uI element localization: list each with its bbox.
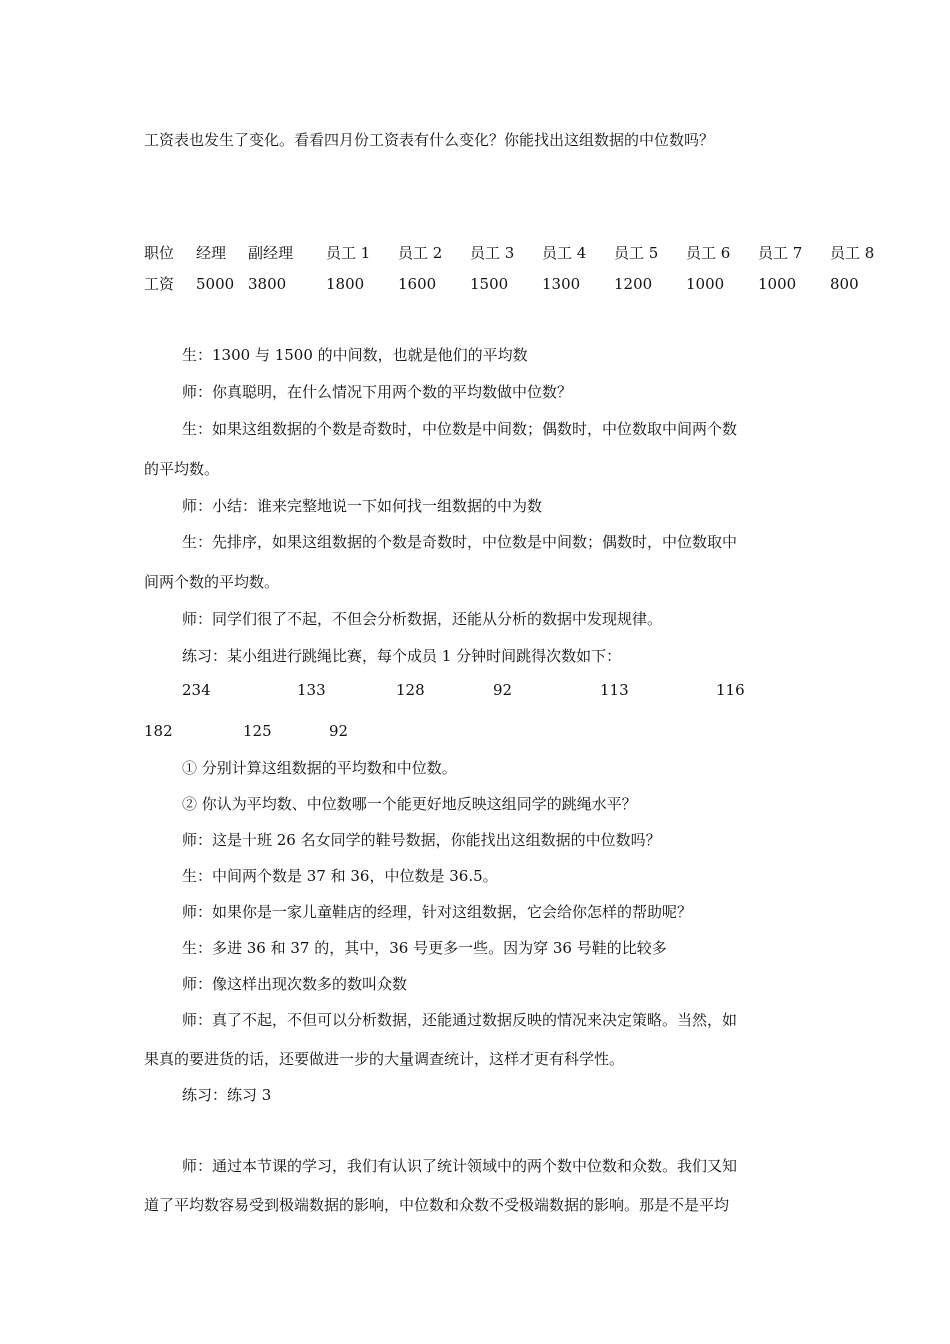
question: ① 分别计算这组数据的平均数和中位数。 <box>182 759 457 777</box>
table-cell-wage: 1800 <box>326 275 365 293</box>
table-cell-position: 员工 7 <box>758 244 803 262</box>
table-cell-wage: 1300 <box>542 275 581 293</box>
paragraph: 师：小结：谁来完整地说一下如何找一组数据的中为数 <box>182 497 543 515</box>
paragraph: 师：真了不起，不但可以分析数据，还能通过数据反映的情况来决定策略。当然，如 <box>182 1011 738 1029</box>
table-header-label: 职位 <box>144 244 175 262</box>
table-cell-position: 副经理 <box>248 244 294 262</box>
jump-value: 116 <box>716 681 745 699</box>
table-cell-position: 员工 1 <box>326 244 371 262</box>
table-cell-wage: 1000 <box>686 275 725 293</box>
paragraph: 师：像这样出现次数多的数叫众数 <box>182 975 408 993</box>
jump-value: 92 <box>493 681 513 699</box>
jump-value: 92 <box>329 722 349 740</box>
table-cell-wage: 1200 <box>614 275 653 293</box>
paragraph-continuation: 的平均数。 <box>144 460 220 478</box>
table-cell-wage: 1000 <box>758 275 797 293</box>
paragraph-continuation: 道了平均数容易受到极端数据的影响，中位数和众数不受极端数据的影响。那是不是平均 <box>144 1196 730 1214</box>
jump-value: 133 <box>297 681 326 699</box>
paragraph: 师：你真聪明，在什么情况下用两个数的平均数做中位数？ <box>182 383 573 401</box>
table-cell-position: 员工 8 <box>830 244 875 262</box>
paragraph: 师：通过本节课的学习，我们有认识了统计领域中的两个数中位数和众数。我们又知 <box>182 1157 738 1175</box>
question: ② 你认为平均数、中位数哪一个能更好地反映这组同学的跳绳水平？ <box>182 795 637 813</box>
table-cell-wage: 3800 <box>248 275 287 293</box>
paragraph: 生：中间两个数是 37 和 36，中位数是 36.5。 <box>182 867 498 885</box>
paragraph: 练习：练习 3 <box>182 1086 272 1104</box>
paragraph-continuation: 间两个数的平均数。 <box>144 573 280 591</box>
table-cell-position: 员工 3 <box>470 244 515 262</box>
table-cell-position: 员工 5 <box>614 244 659 262</box>
jump-value: 128 <box>396 681 425 699</box>
paragraph: 生：如果这组数据的个数是奇数时，中位数是中间数；偶数时，中位数取中间两个数 <box>182 420 738 438</box>
paragraph-continuation: 果真的要进货的话，还要做进一步的大量调查统计，这样才更有科学性。 <box>144 1050 625 1068</box>
paragraph: 生：先排序，如果这组数据的个数是奇数时，中位数是中间数；偶数时，中位数取中 <box>182 533 738 551</box>
table-cell-wage: 5000 <box>196 275 235 293</box>
paragraph: 师：同学们很了不起，不但会分析数据，还能从分析的数据中发现规律。 <box>182 610 663 628</box>
paragraph: 练习：某小组进行跳绳比赛，每个成员 1 分钟时间跳得次数如下： <box>182 647 622 665</box>
paragraph: 师：如果你是一家儿童鞋店的经理，针对这组数据，它会给你怎样的帮助呢？ <box>182 903 693 921</box>
paragraph: 生：多进 36 和 37 的，其中，36 号更多一些。因为穿 36 号鞋的比较多 <box>182 939 667 957</box>
table-cell-position: 经理 <box>196 244 227 262</box>
paragraph: 师：这是十班 26 名女同学的鞋号数据，你能找出这组数据的中位数吗？ <box>182 831 661 849</box>
paragraph: 生：1300 与 1500 的中间数，也就是他们的平均数 <box>182 346 528 364</box>
table-cell-wage: 1500 <box>470 275 509 293</box>
table-cell-position: 员工 6 <box>686 244 731 262</box>
jump-value: 113 <box>600 681 629 699</box>
table-wage-label: 工资 <box>144 275 175 293</box>
table-cell-wage: 800 <box>830 275 859 293</box>
table-cell-wage: 1600 <box>398 275 437 293</box>
table-cell-position: 员工 2 <box>398 244 443 262</box>
jump-value: 182 <box>144 722 173 740</box>
jump-value: 125 <box>243 722 272 740</box>
jump-value: 234 <box>182 681 211 699</box>
table-cell-position: 员工 4 <box>542 244 587 262</box>
intro-paragraph: 工资表也发生了变化。看看四月份工资表有什么变化？你能找出这组数据的中位数吗？ <box>144 131 715 149</box>
